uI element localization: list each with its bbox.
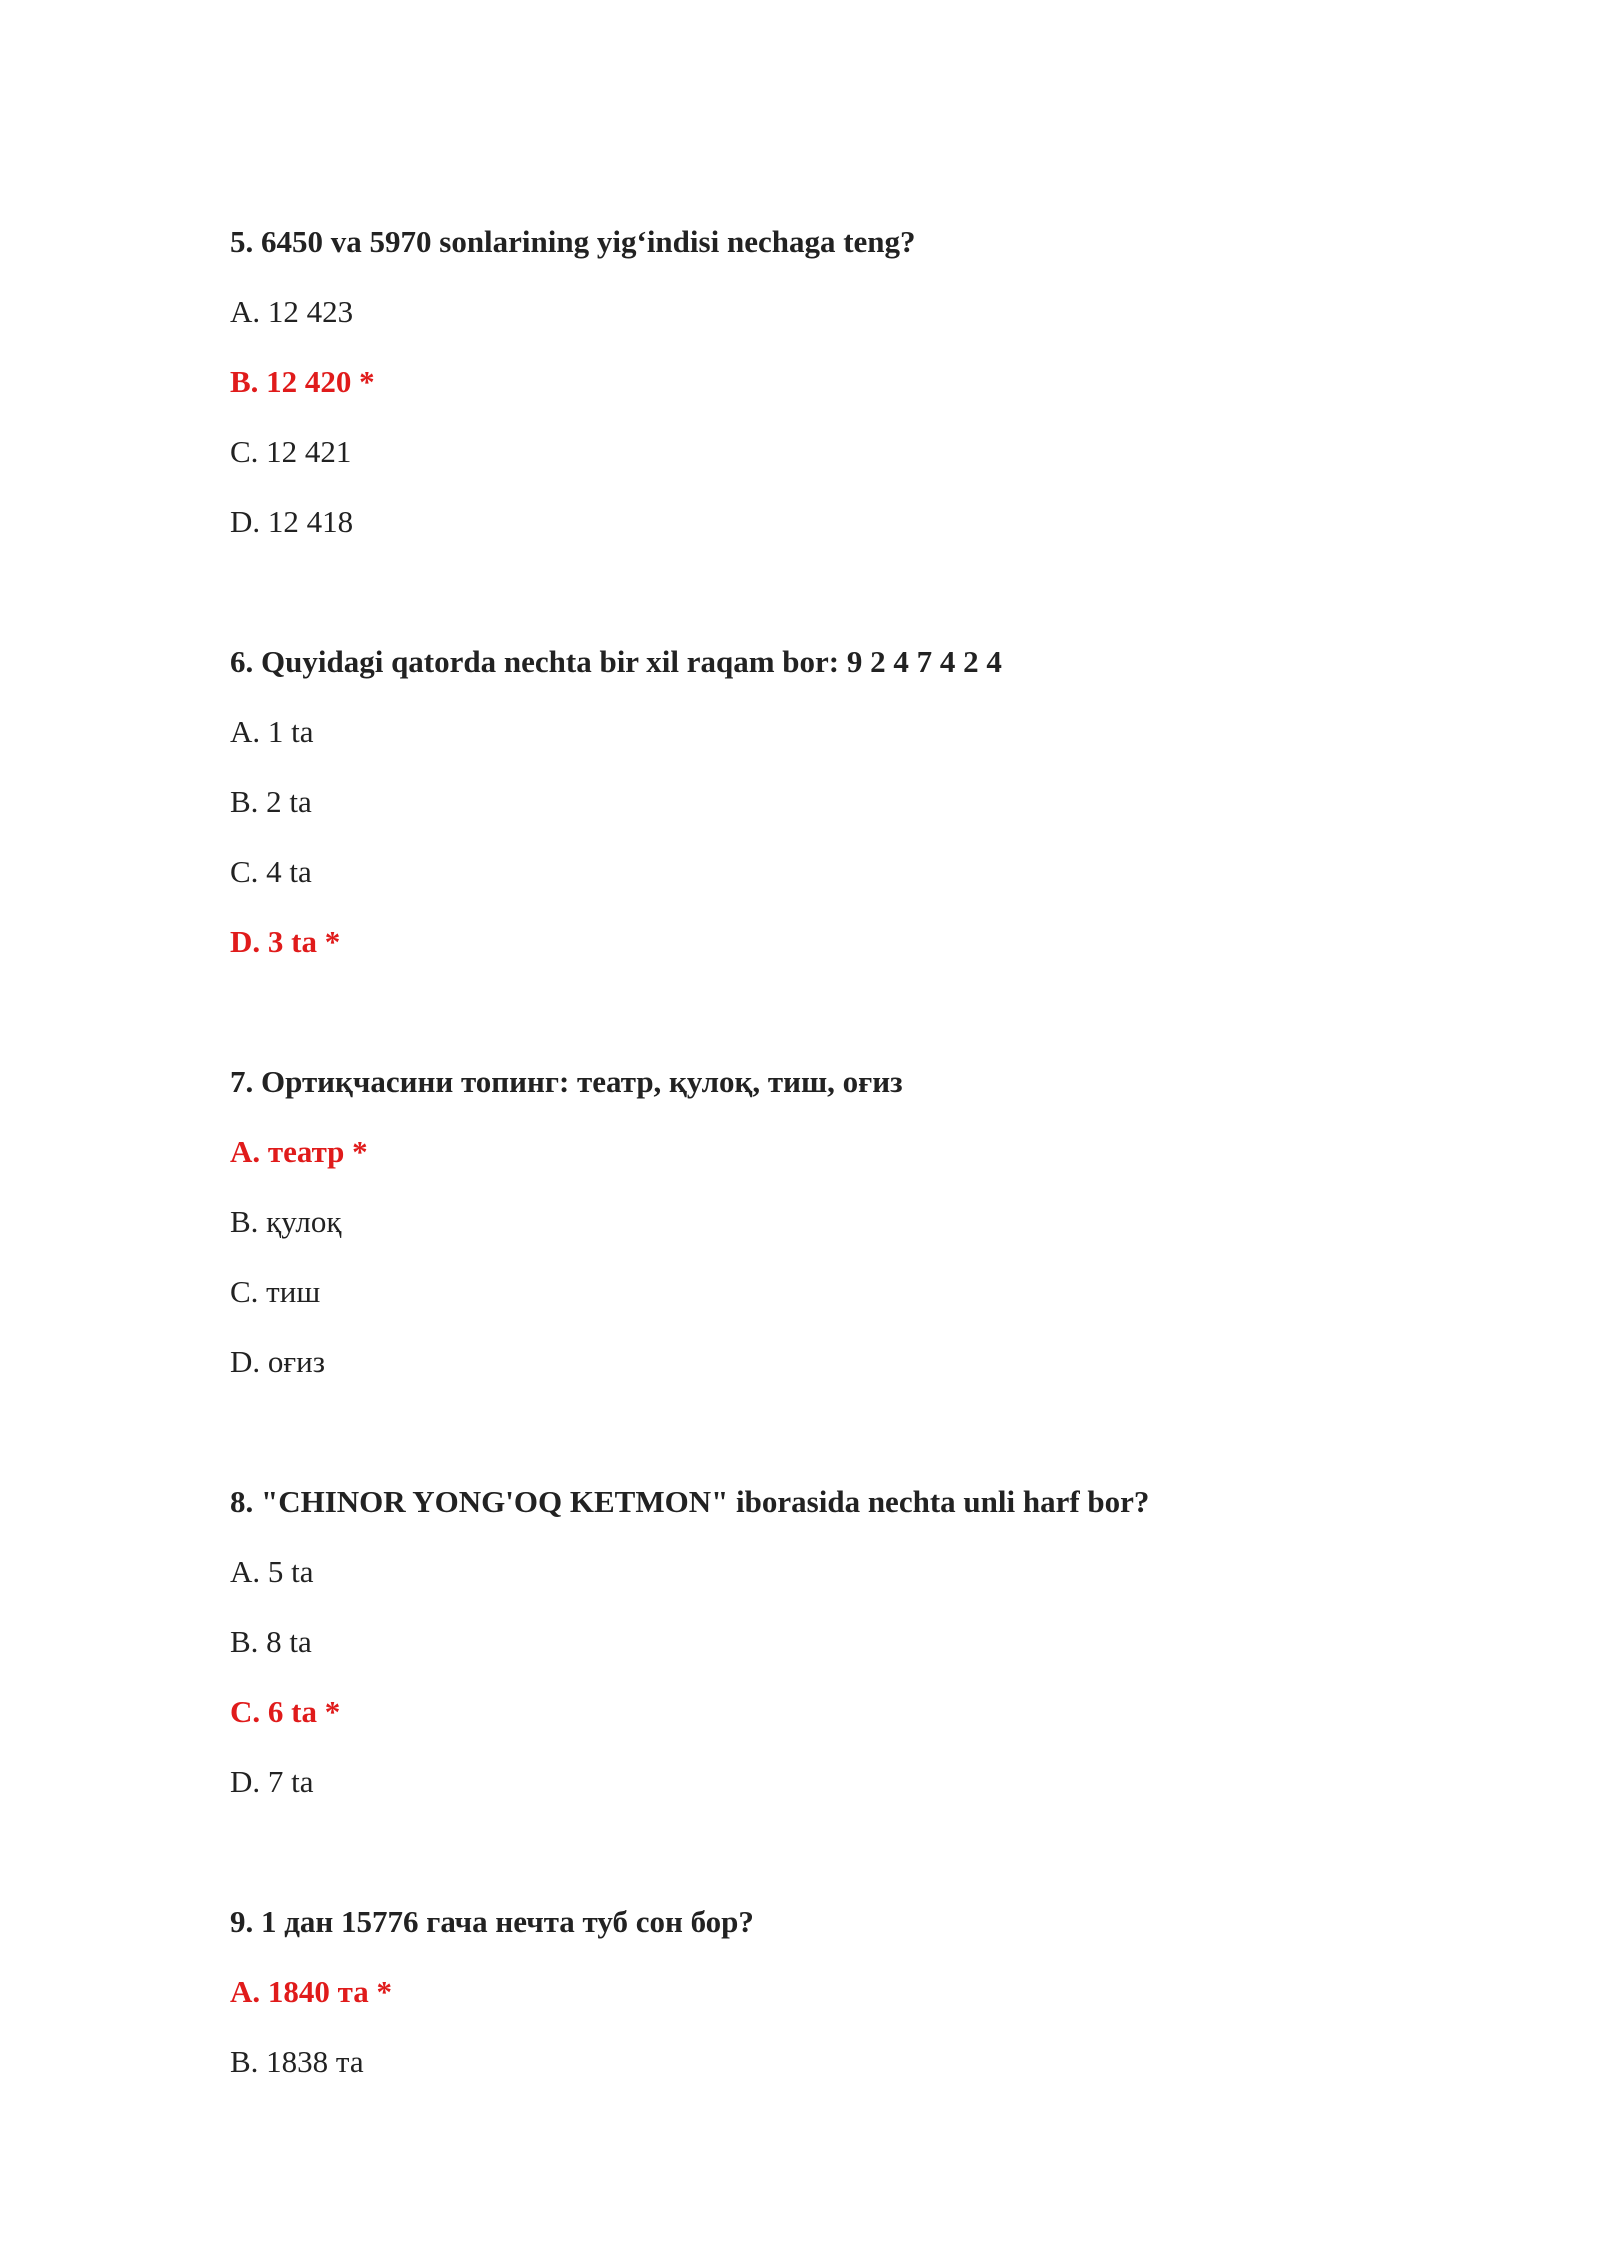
question-text: 7. Ортиқчасини топинг: театр, қулоқ, тиш, оғиз <box>230 1064 903 1099</box>
question-8 <box>230 1482 1510 1802</box>
option-b: B. қулоқ <box>230 1204 342 1239</box>
option-a: A. 12 423 <box>230 294 354 329</box>
question-5 <box>230 222 1510 542</box>
option-a-correct: A. театр * <box>230 1134 368 1169</box>
option-a-correct: A. 1840 та * <box>230 1974 392 2009</box>
question-9 <box>230 1902 1510 2082</box>
option-c: C. 12 421 <box>230 434 352 469</box>
option-a: A. 5 ta <box>230 1554 314 1589</box>
option-d: D. 7 ta <box>230 1764 314 1799</box>
option-c: C. 4 ta <box>230 854 312 889</box>
option-b: B. 8 ta <box>230 1624 312 1659</box>
option-b: B. 2 ta <box>230 784 312 819</box>
question-6 <box>230 642 1510 962</box>
option-c: C. тиш <box>230 1274 321 1309</box>
option-d-correct: D. 3 ta * <box>230 924 341 959</box>
question-text: 8. "CHINOR YONG'OQ KETMON" iborasida nechta unli harf bor? <box>230 1484 1150 1519</box>
option-d: D. оғиз <box>230 1344 325 1379</box>
option-b-correct: B. 12 420 * <box>230 364 375 399</box>
question-text: 9. 1 дан 15776 гача нечта туб сон бор? <box>230 1904 754 1939</box>
option-c-correct: C. 6 ta * <box>230 1694 341 1729</box>
question-text: 6. Quyidagi qatorda nechta bir xil raqam bor: 9 2 4 7 4 2 4 <box>230 644 1002 679</box>
question-text: 5. 6450 va 5970 sonlarining yig‘indisi nechaga teng? <box>230 224 916 259</box>
option-a: A. 1 ta <box>230 714 314 749</box>
question-7 <box>230 1062 1510 1382</box>
option-d: D. 12 418 <box>230 504 354 539</box>
option-b: B. 1838 та <box>230 2044 364 2079</box>
